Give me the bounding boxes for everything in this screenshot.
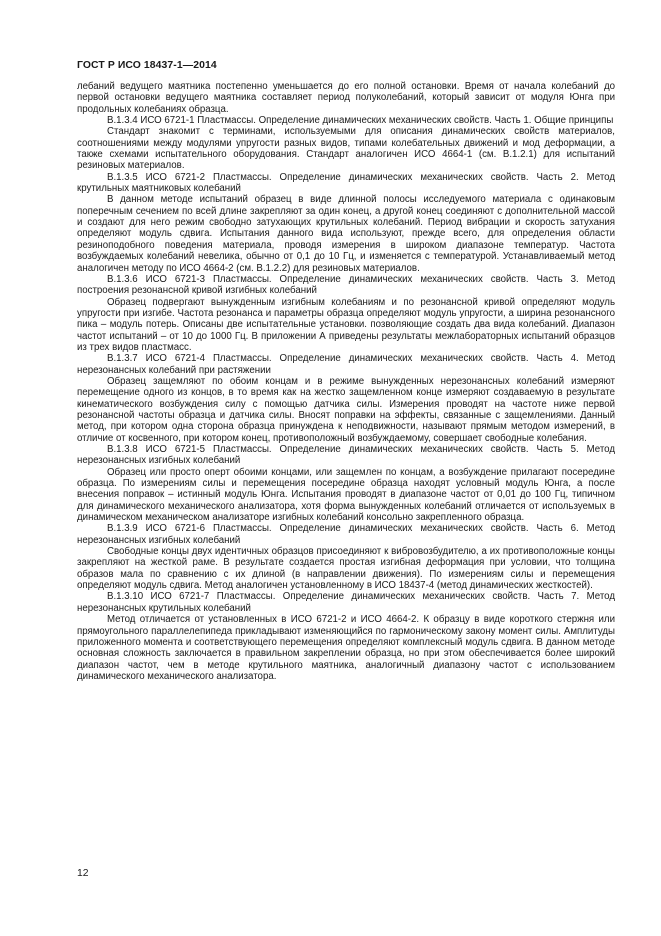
document-body (77, 81, 615, 682)
page-number: 12 (77, 868, 89, 879)
section-heading: В.1.3.6 ИСО 6721-3 Пластмассы. Определение динамических механических свойств. Часть 3. Метод построения резонансной кривой изгибных колебаний (77, 273, 615, 297)
section-heading: В.1.3.8 ИСО 6721-5 Пластмассы. Определение динамических механических свойств. Часть 5. Метод нерезонансных изгибных колебаний (77, 444, 615, 467)
paragraph: лебаний ведущего маятника постепенно уменьшается до его полной остановки. Время от начала колебаний до первой остановки ведущего маятника составляет период полуколебаний, который зависит от модуля Юнга при продольных колебаниях образца. (77, 81, 615, 115)
section-heading: В.1.3.7 ИСО 6721-4 Пластмассы. Определение динамических механических свойств. Часть 4. Метод нерезонансных колебаний при растяжении (77, 353, 615, 376)
paragraph: Образец или просто оперт обоими концами, или защемлен по концам, а возбуждение прилагают посередине образца. По измерениям силы и перемещения посередине образца находят условный модуль Юнга, а после внесения поправок – истинный модуль Юнга. Испытания проводят в диапазоне частот от 0,01 до 100 Гц, типичном для динамического механического анализатора, хотя форма вынужденных колебаний отличается от используемых в динамическом механическом анализаторе изгибных колебаний консольно закрепленного образца. (77, 466, 615, 524)
paragraph: Свободные концы двух идентичных образцов присоединяют к вибровозбудителю, а их противоположные концы закрепляют на жесткой раме. В результате создается простая изгибная деформация при условии, что толщина образов мала по сравнению с их длиной (в направлении движения). По измерениям силы и перемещения определяют модуль сдвига. Метод аналогичен установленному в ИСО 18437-4 (метод динамических жесткостей). (77, 546, 615, 592)
section-heading: В.1.3.9 ИСО 6721-6 Пластмассы. Определение динамических механических свойств. Часть 6. Метод нерезонансных изгибных колебаний (77, 523, 615, 546)
paragraph: Образец подвергают вынужденным изгибным колебаниям и по резонансной кривой определяют модуль упругости при изгибе. Частота резонанса и параметры образца определяют модуль упругости, а ширина резонансного пика – модуль потерь. Описаны две испытательные установки. позволяющие создать два вида колебаний. Диапазон частот испытаний – от 10 до 1000 Гц. В приложении А приведены результаты межлабораторных испытаний образцов из трех видов пластмасс. (77, 296, 615, 353)
section-heading: В.1.3.10 ИСО 6721-7 Пластмассы. Определение динамических механических свойств. Часть 7. Метод нерезонансных крутильных колебаний (77, 591, 615, 614)
document-header: ГОСТ Р ИСО 18437-1—2014 (77, 60, 217, 71)
paragraph: Метод отличается от установленных в ИСО 6721-2 и ИСО 4664-2. К образцу в виде короткого стержня или прямоугольного параллелепипеда прикладывают изменяющийся по гармоническому закону момент силы. Амплитуды приложенного момента и соответствующего перемещения определяют комплексный модуль сдвига. В данном методе основная сложность заключается в правильном закреплении образца, но при этом обеспечивается более широкий диапазон частот, чем в методе крутильного маятника, аналогичный диапазону частот с использованием динамического механического анализатора. (77, 614, 615, 682)
section-heading: В.1.3.4 ИСО 6721-1 Пластмассы. Определение динамических механических свойств. Часть 1. Общие принципы (107, 115, 614, 127)
section-heading: В.1.3.5 ИСО 6721-2 Пластмассы. Определение динамических механических свойств. Часть 2. Метод крутильных маятниковых колебаний (77, 171, 615, 195)
paragraph: В данном методе испытаний образец в виде длинной полосы исследуемого материала с одинаковым поперечным сечением по всей длине закрепляют за один конец, а другой конец соединяют с дополнительной массой и создают для него режим свободно затухающих крутильных колебаний. Период вибрации и скорость затухания определяют модуль сдвига. Испытания данного вида используют, прежде всего, для определения области резиноподобного поведения материала, проводя измерения в широком диапазоне температур. Частота возбуждаемых колебаний невелика, обычно от 0,1 до 10 Гц, и изменяется с температурой. Устанавливаемый метод аналогичен методу по ИСО 4664-2 (см. В.1.2.2) для резиновых материалов. (77, 194, 615, 274)
paragraph: Стандарт знакомит с терминами, используемыми для описания динамических свойств материалов, соотношениями между модулями упругости разных видов, типами колебательных движений и мод деформации, а также схемами испытательного оборудования. Стандарт аналогичен ИСО 4664-1 (см. В.1.2.1) для испытаний резиновых материалов. (77, 126, 615, 172)
paragraph: Образец защемляют по обоим концам и в режиме вынужденных нерезонансных колебаний измеряют перемещение одного из концов, в то время как на жестко защемленном конце измеряют создаваемую в результате кинематического возбуждения силу с помощью датчика силы. Измерения проводят на частоте ниже первой резонансной частоты образца и датчика силы. Вносят поправки на эффекты, связанные с защемлениями. Данный метод, при котором одна сторона образца принуждена к неподвижности, называют прямым методом измерений, в отличие от косвенного, при котором конец, противоположный возбуждаемому, совершает свободные колебания. (77, 375, 615, 444)
